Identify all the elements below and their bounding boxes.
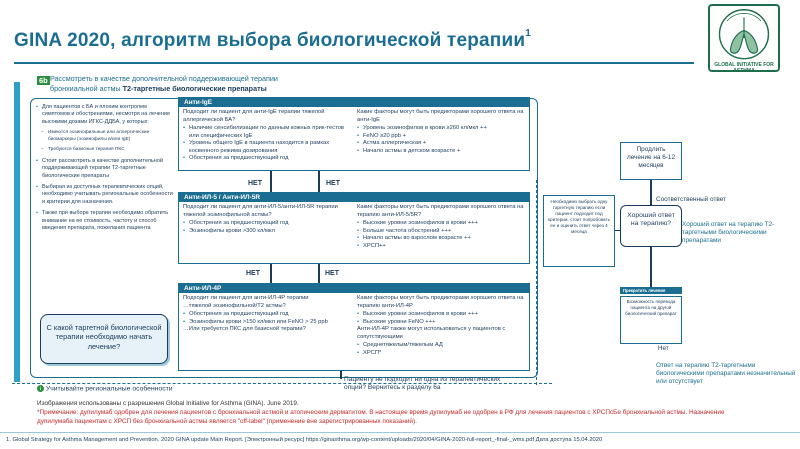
step-side-bar [14, 82, 20, 382]
no-option-note: Пациенту не подходит ни одна из терапевтических опций? Вернитесь к разделу 6a [344, 376, 501, 392]
anti-il5-predictors [357, 204, 525, 250]
no-response-label: Нет [658, 345, 669, 352]
anti-il4r-question: Подходит ли пациент для анти-ИЛ-4Р терапии [183, 295, 309, 301]
list-item: • Высокие уровни FeNO +++ [357, 319, 525, 327]
good-response-note: Хороший ответ на терапию Т2-таргетными биологическими препаратами [682, 221, 775, 244]
reference-divider [0, 432, 800, 433]
anti-il4r-subquestion: …Или требуется ПКС для базисной терапии? [183, 326, 306, 333]
criteria-item: • Для пациентов с БА и плохим контролем симптомов и обострениями, несмотря на лечение высокими дозами ИГКС-ДДБА, у которых: [36, 104, 174, 126]
list-item: • Обострения за предшествующий год [183, 311, 351, 319]
section-header: Рассмотреть в качестве дополнительной поддерживающей терапии бронхиальной астмы Т2-таргетные биологические препараты [50, 74, 278, 93]
anti-il4r-header: Анти-ИЛ-4Р [179, 284, 529, 293]
flow-arrow [318, 171, 320, 192]
anti-il4r-box [178, 283, 530, 371]
regional-note: i Учитывайте региональные особенности [37, 385, 173, 392]
list-item: • Наличие сенсибилизации по данным кожных прик-тестов или специфических IgE [183, 125, 351, 140]
anti-il5-predictor-question: Какие факторы могут быть предикторами хорошего ответа на терапию анти-ИЛ-5/5R? [357, 204, 524, 218]
page-title: GINA 2020, алгоритм выбора биологической терапии$^1$ [14, 28, 531, 51]
anti-ige-predictor-question: Какие факторы могут быть предикторами хорошего ответа на анти-IgE [357, 109, 524, 123]
anti-il4r-predictors [357, 295, 525, 357]
list-item: • ХРСП* [357, 350, 525, 358]
no-label: НЕТ [248, 180, 262, 187]
list-item: • FeNO ≥20 ppb + [357, 133, 525, 141]
anti-il5-question: Подходит ли пациент для анти-ИЛ-5/анти-ИЛ-5R терапии тяжелой эозинофильной астмы? [183, 204, 338, 218]
list-item: • ХРСП++ [357, 243, 525, 251]
no-label: НЕТ [246, 270, 260, 277]
good-response-question: Хороший ответ на терапию? [620, 205, 682, 247]
list-item: • Больше частота обострений +++ [357, 228, 525, 236]
anti-ige-predictors [357, 109, 525, 163]
list-item: • Обострения за предшествующий год [183, 220, 351, 228]
list-item: • Начало астмы в детском возрасте + [357, 148, 525, 156]
lungs-icon [710, 6, 778, 70]
list-item: • Высокие уровни эозинофилов в крови +++ [357, 220, 525, 228]
dashed-connector [536, 180, 537, 385]
title-divider [14, 62, 694, 64]
anti-il4r-comorbidity-note: Анти-ИЛ-4Р также могут использоваться у пациентов с сопутствующими [357, 326, 506, 340]
stop-treatment-header: Прекратить лечение [620, 287, 682, 294]
list-item: • Астма аллергическая + [357, 140, 525, 148]
no-response-note: Ответ на терапию Т2-таргетными биологическими препаратами незначительный или отсутствует [656, 362, 796, 385]
left-criteria-list [36, 104, 174, 236]
dupilumab-note: *Примечание: дупилумаб одобрен для лечения пациентов с бронхиальной астмой и атопическим дерматитом. В настоящее время дупилумаб не одобрен в РФ для лечения пациентов с ХРСПсБе бронхиальной астмы. Назначение дупилумаба пациентам с ХРСП без бронхиальной астмы является "off-label" (применение вне зарегистрированных показаний). [37, 409, 725, 425]
flow-arrow [318, 264, 320, 283]
anti-ige-box [178, 97, 530, 171]
list-item: • Уровень общего IgE в пациента находится в рамках косвенного режима дозирования [183, 140, 351, 155]
step-badge: 6b [39, 76, 48, 85]
list-item: • Обострения за предшествующий год [183, 155, 351, 163]
no-label: НЕТ [325, 270, 339, 277]
anti-il4r-eligibility [183, 295, 351, 357]
criteria-item: • Также при выборе терапии необходимо обратить внимание на ее стоимость, частоту и способ введения препарата, пожелания пациента [36, 210, 174, 232]
anti-ige-question: Подходит ли пациент для анти-IgE терапии тяжелой аллергической БА? [183, 109, 325, 123]
logo-caption: GLOBAL INITIATIVE FOR ASTHMA [714, 62, 774, 74]
image-source-note: Изображения использованы с разрешения Global Initiative for Asthma (GINA). June 2019. [37, 400, 299, 407]
good-response-label: Соответственный ответ [656, 196, 726, 203]
list-item: • Уровень эозинофилов в крови ≥260 кл/мкл ++ [357, 125, 525, 133]
continue-treatment-box: Продлить лечение на 6-12 месяцев [620, 142, 682, 180]
no-label: НЕТ [326, 180, 340, 187]
anti-il4r-predictor-question: Какие факторы могут быть предикторами хорошего ответа на терапию анти-ИЛ-4Р [357, 295, 524, 309]
flow-arrow [270, 171, 272, 192]
criteria-subitem: – Требуются базисные терапия ПКС [36, 147, 174, 153]
anti-il5-eligibility [183, 204, 351, 250]
regional-badge-icon: i [37, 385, 44, 392]
trial-therapy-box: Необходимо выбрать одну таргетную терапию если пациент подходит под критерии, стоит попробовать ее и оценить ответ через 4 месяца [543, 195, 615, 267]
flow-arrow [340, 371, 342, 379]
criteria-item: • Стоит рассмотреть в качестве дополнительной поддерживающей терапии Т2-таргетные биологические препараты [36, 158, 174, 180]
flow-arrow [650, 247, 652, 287]
anti-ige-header: Анти-IgE [179, 98, 529, 107]
list-item: • Эозинофилы крови >300 кл/мкл [183, 228, 351, 236]
list-item: • Эозинофилы крови >150 кл/мкл или FeNO > 25 ppb [183, 319, 351, 327]
flow-arrow [270, 264, 272, 283]
start-question-bubble: С какой таргетной биологической терапии необходимо начать лечение? [40, 314, 168, 364]
anti-il4r-subquestion: …тяжелой эозинофильной/Т2 астмы? [183, 302, 286, 309]
flow-arrow [650, 180, 652, 205]
criteria-item: • Выбирая из доступных терапевтических опций, необходимо учитывать региональные особенности и критерии для назначения. [36, 184, 174, 206]
list-item: • Высокие уровни эозинофилов в крови +++ [357, 311, 525, 319]
bottom-dashed-divider [12, 383, 552, 384]
reference-citation: 1. Global Strategy for Asthma Management and Prevention. 2020 GINA update Main Report. [Электронный ресурс] https://ginasthma.org/wp-content/uploads/2020/04/GINA-2020-full-report_-final-_wms.pdf Дата доступа 15.04.2020 [6, 437, 603, 443]
anti-il5-header: Анти-ИЛ-5 / Анти-ИЛ-5R [179, 193, 529, 202]
criteria-subitem: – Имеются эозинофильные или аллергические биомаркеры (эозинофилы в/или IgE) [36, 130, 174, 143]
anti-ige-eligibility [183, 109, 351, 163]
switch-therapy-box: Возможность перевода пациента на другой биологический препарат [620, 296, 682, 344]
list-item: • Начало астмы во взрослом возрасте ++ [357, 235, 525, 243]
anti-il5-box [178, 192, 530, 264]
list-item: • Среднетяжелым/тяжелым АД [357, 342, 525, 350]
